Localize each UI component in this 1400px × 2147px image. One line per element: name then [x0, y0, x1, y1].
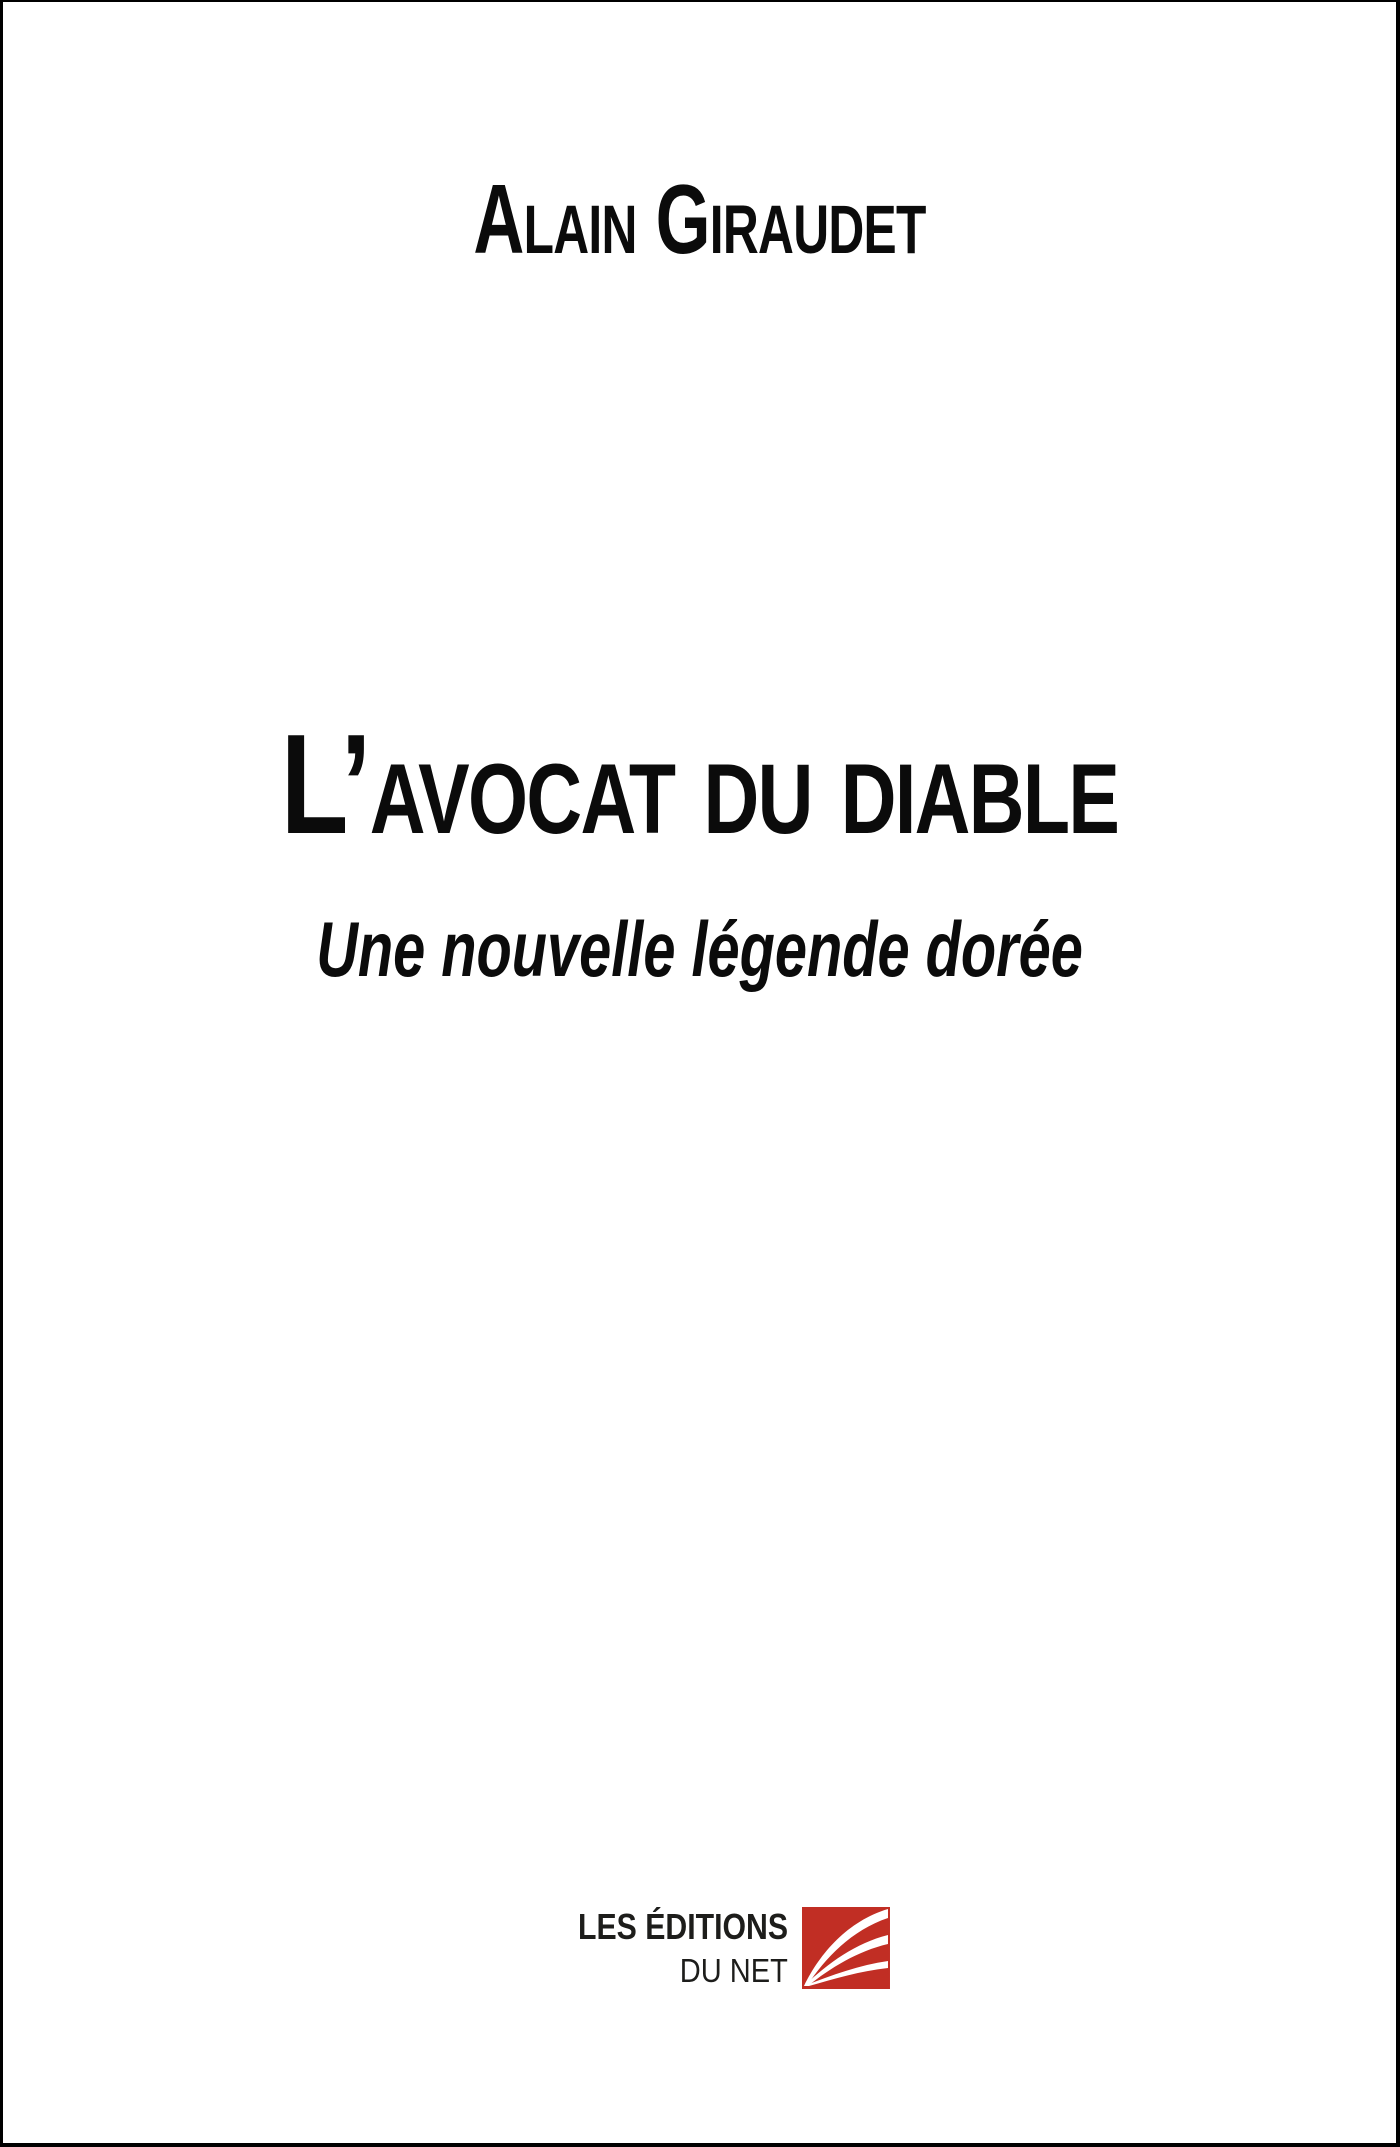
publisher-name-line2: DU NET [679, 1952, 788, 1989]
author-name: Alain Giraudet [473, 164, 926, 274]
publisher-logo [537, 1907, 889, 1989]
book-subtitle: Une nouvelle légende dorée [316, 905, 1083, 993]
publisher-name [537, 1906, 788, 1989]
fanned-pages-icon [802, 1907, 890, 1989]
book-title: L’avocat du diable [280, 705, 1119, 864]
publisher-name-line1: LES ÉDITIONS [577, 1906, 788, 1947]
